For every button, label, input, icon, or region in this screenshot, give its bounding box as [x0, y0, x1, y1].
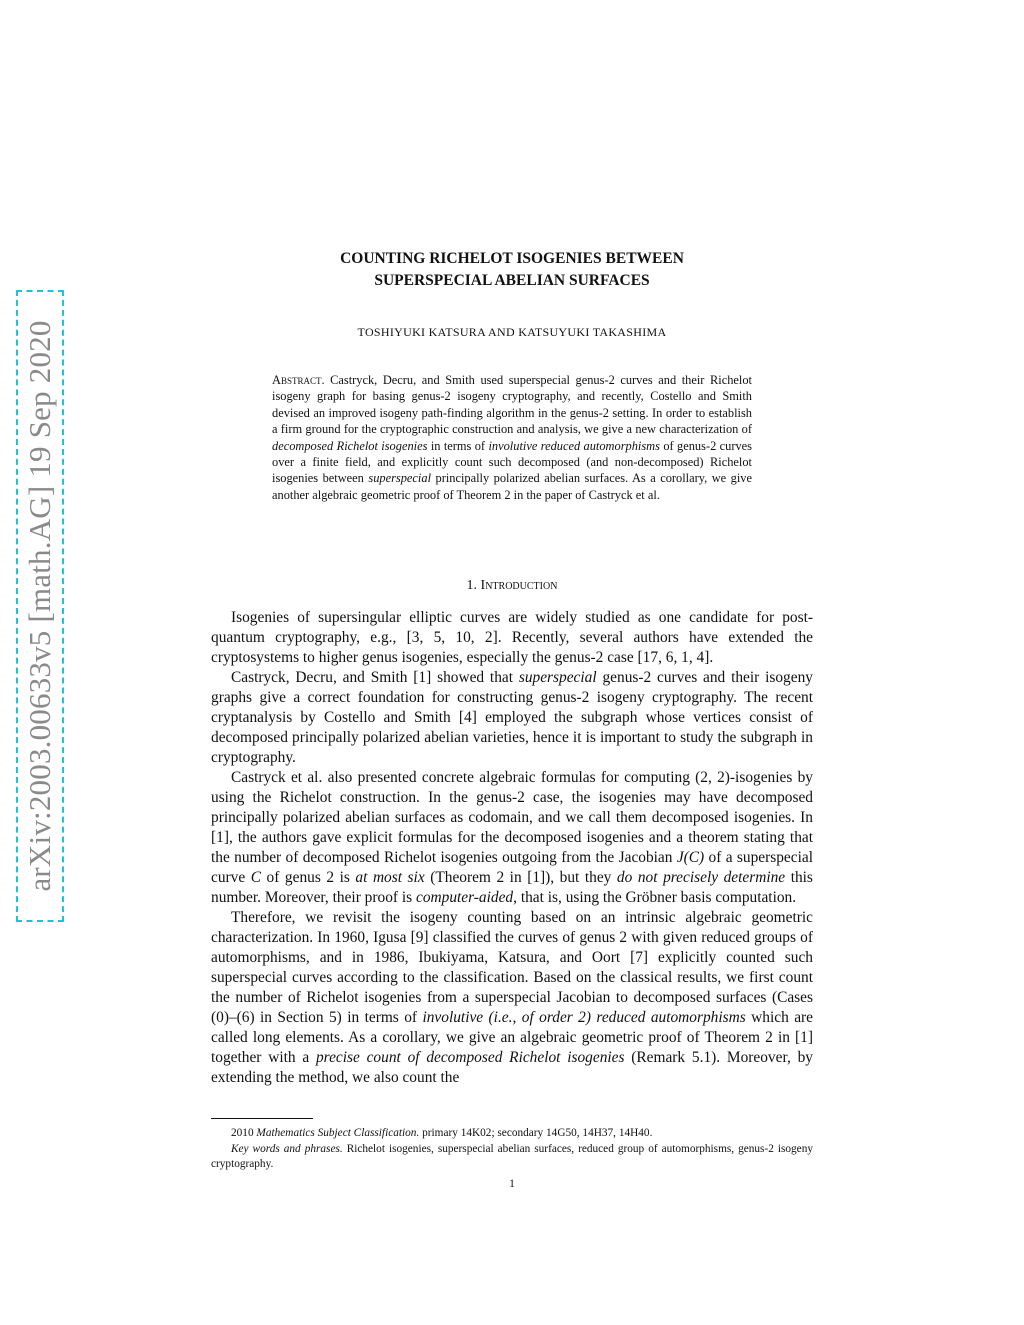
footnote-keywords — [211, 1142, 813, 1173]
footnote-msc — [211, 1126, 813, 1142]
paragraph-3 — [211, 768, 813, 908]
paragraph-3-text-b: of a superspecial curve — [211, 849, 813, 886]
footnote-msc-year: 2010 — [231, 1127, 254, 1139]
paragraph-1 — [211, 608, 813, 668]
paragraph-3-emphasis-2: do not precisely determine — [616, 869, 786, 886]
footnote-msc-label: Mathematics Subject Classification. — [256, 1127, 420, 1139]
paragraph-2-text-a: Castryck, Decru, and Smith [1] showed that — [231, 669, 514, 686]
abstract-label: Abstract. — [272, 373, 325, 387]
abstract-emphasis-2: involutive reduced automorphisms — [488, 438, 660, 453]
arxiv-identifier-text: arXiv:2003.00633v5 [math.AG] 19 Sep 2020 — [22, 320, 57, 892]
section-title: Introduction — [480, 578, 558, 593]
footnote-rule — [211, 1118, 313, 1119]
body-text — [211, 608, 813, 1088]
paper-title — [200, 248, 824, 292]
abstract-emphasis-3: superspecial — [368, 471, 432, 486]
abstract-text-1: Castryck, Decru, and Smith used superspecial genus-2 curves and their Richelot isogeny graph for basing genus-2 isogeny cryptography, and recently, Costello and Smith devised an improved isogeny path-finding algorithm in the genus-2 setting. In order to establish a firm ground for the cryptographic construction and analysis, we give a new characterization of — [272, 373, 752, 437]
section-number: 1. — [466, 578, 478, 593]
paragraph-1-text: Isogenies of supersingular elliptic curves are widely studied as one candidate for post-quantum cryptography, e.g., [3, 5, 10, 2]. Recently, several authors have extended the cryptosystems to higher genus isogenies, especially the genus-2 case [17, 6, 1, 4]. — [211, 609, 813, 666]
abstract-text-2: in terms of — [430, 438, 486, 453]
abstract-text-4: principally polarized abelian surfaces. As a corollary, we give another algebraic geometric proof of Theorem 2 in the paper of Castryck et al. — [272, 471, 752, 502]
paragraph-3-emphasis-3: computer-aided — [415, 889, 514, 906]
paragraph-4-emphasis-2: precise count of decomposed Richelot isogenies — [315, 1049, 625, 1066]
paragraph-4-text-c: (Remark 5.1). Moreover, by extending the method, we also count the — [211, 1049, 813, 1086]
paragraph-3-text-d: (Theorem 2 in [1]), but they — [430, 869, 612, 886]
paragraph-2-emphasis: superspecial — [518, 669, 597, 686]
footnotes — [211, 1126, 813, 1173]
paragraph-4-text-b: which are called long elements. As a corollary, we give an algebraic geometric proof of Theorem 2 in [1] together with a — [211, 1009, 813, 1066]
paragraph-3-text-c: of genus 2 is — [266, 869, 350, 886]
footnote-keywords-text: Richelot isogenies, superspecial abelian surfaces, reduced group of automorphisms, genus-2 isogeny cryptography. — [211, 1142, 813, 1171]
footnote-keywords-label: Key words and phrases. — [231, 1142, 343, 1155]
paragraph-3-text-g: , that is, using the Gröbner basis computation. — [513, 889, 797, 906]
paragraph-2 — [211, 668, 813, 768]
arxiv-identifier-stamp — [16, 290, 64, 922]
footnote-msc-text: primary 14K02; secondary 14G50, 14H37, 14H40. — [422, 1127, 653, 1139]
title-line-1: COUNTING RICHELOT ISOGENIES BETWEEN — [340, 250, 684, 267]
paragraph-3-math-jacobian: J(C) — [676, 849, 705, 866]
abstract-block — [272, 372, 752, 503]
paragraph-4-text-a: Therefore, we revisit the isogeny counting based on an intrinsic algebraic geometric characterization. In 1960, Igusa [9] classified the curves of genus 2 with given reduced groups of automorphisms, and in 1986, Ibukiyama, Katsura, and Oort [7] explicitly counted such superspecial curves according to the classification. Based on the classical results, we first count the number of Richelot isogenies from a superspecial Jacobian to decomposed surfaces (Cases (0)–(6) in Section 5) in terms of — [211, 909, 813, 1026]
paragraph-3-text-f: this number. Moreover, their proof is — [211, 869, 813, 906]
paragraph-3-math-curve: C — [250, 869, 261, 886]
abstract-emphasis-1: decomposed Richelot isogenies — [272, 438, 428, 453]
title-line-2: SUPERSPECIAL ABELIAN SURFACES — [374, 272, 650, 289]
paragraph-4 — [211, 908, 813, 1088]
page-number: 1 — [509, 1178, 515, 1190]
section-heading — [200, 578, 824, 594]
paragraph-2-text-b: genus-2 curves and their isogeny graphs give a correct foundation for constructing genus-2 isogeny cryptography. The recent cryptanalysis by Costello and Smith [4] employed the subgraph whose vertices consist of decomposed principally polarized abelian varieties, hence it is important to study the subgraph in cryptography. — [211, 669, 813, 766]
abstract-text-3: of genus-2 curves over a finite field, and explicitly count such decomposed (and non-decomposed) Richelot isogenies between — [272, 438, 752, 486]
paragraph-4-emphasis-1: involutive (i.e., of order 2) reduced automorphisms — [422, 1009, 746, 1026]
paragraph-3-emphasis-1: at most six — [355, 869, 425, 886]
paragraph-3-text-a: Castryck et al. also presented concrete algebraic formulas for computing (2, 2)-isogenies by using the Richelot construction. In the genus-2 case, the isogenies may have decomposed principally polarized abelian surfaces as codomain, and we call them decomposed isogenies. In [1], the authors gave explicit formulas for the decomposed isogenies and a theorem stating that the number of decomposed Richelot isogenies outgoing from the Jacobian — [211, 769, 813, 866]
paper-authors: TOSHIYUKI KATSURA AND KATSUYUKI TAKASHIMA — [357, 325, 667, 339]
